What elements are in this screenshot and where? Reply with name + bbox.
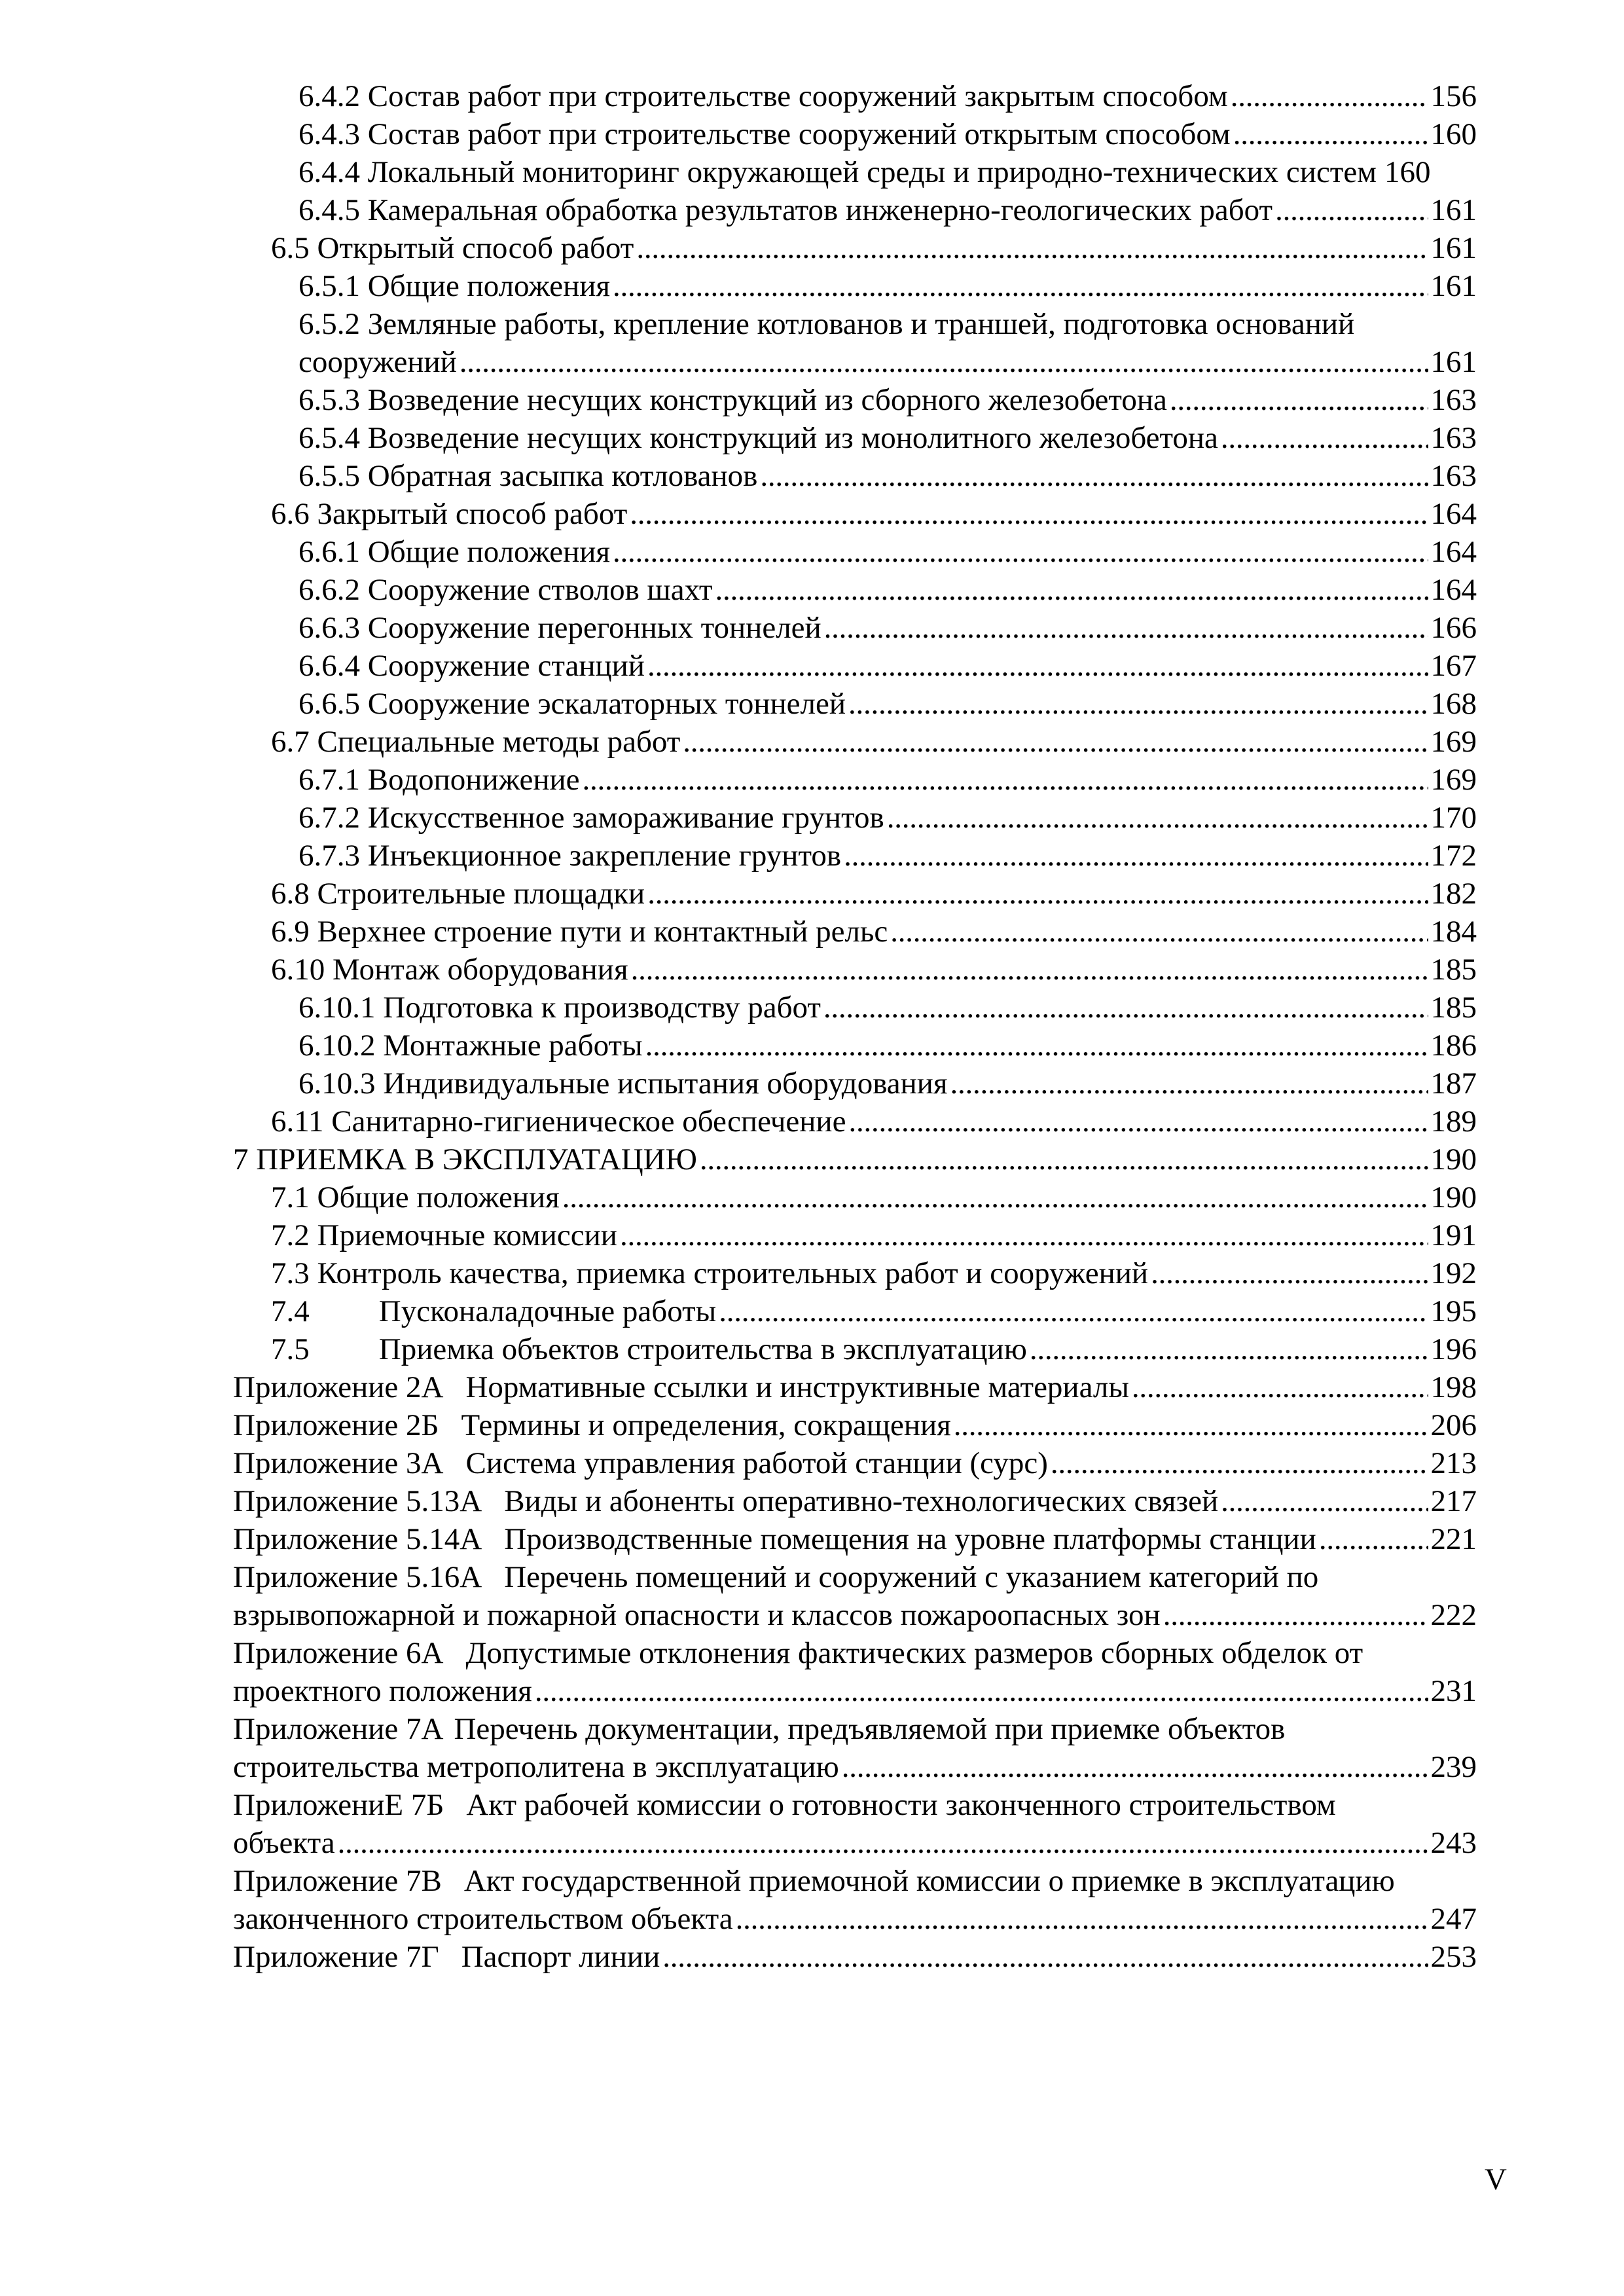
toc-number: 6.6.1 (298, 535, 360, 569)
dot-leader (1221, 419, 1428, 457)
dot-leader (1151, 1254, 1428, 1292)
toc-page: 221 (1430, 1522, 1477, 1556)
dot-leader (760, 457, 1428, 495)
toc-page: 190 (1430, 1142, 1477, 1176)
toc-title: Состав работ при строительстве сооружений закрытым способом (367, 79, 1228, 113)
toc-number: 6.11 (271, 1104, 324, 1139)
toc-entry-appendix-5-14a[interactable] (233, 1520, 1477, 1558)
toc-entry-6-5-1[interactable] (233, 267, 1477, 305)
dot-leader (683, 723, 1428, 761)
dot-leader (636, 229, 1428, 267)
dot-leader (631, 951, 1428, 989)
dot-leader (824, 609, 1428, 647)
dot-leader (630, 495, 1428, 533)
toc-number: 6.5.4 (298, 421, 360, 455)
toc-title: Водопонижение (367, 763, 580, 797)
toc-number: 6.7.2 (298, 801, 360, 835)
toc-title: Искусственное замораживание грунтов (367, 801, 884, 835)
toc-number: 6.6.3 (298, 611, 360, 645)
toc-number: 6.7.1 (298, 763, 360, 797)
toc-number: Приложение 5.14А (233, 1522, 482, 1556)
toc-title: Виды и абоненты оперативно-технологических связей (504, 1484, 1219, 1518)
toc-title: Открытый способ работ (317, 231, 634, 265)
toc-title: Паспорт линии (461, 1940, 660, 1974)
toc-title-line1: Допустимые отклонения фактических размеров сборных обделок от (465, 1636, 1363, 1670)
toc-number: 6.6.2 (298, 573, 360, 607)
toc-entry-6-6-2[interactable] (233, 571, 1477, 609)
toc-number: 6.5.3 (298, 383, 360, 417)
toc-number: 6.5.2 (298, 307, 360, 341)
dot-leader (887, 799, 1428, 837)
toc-number: Приложение 2А (233, 1370, 444, 1404)
toc-number: 6.10 (271, 953, 325, 987)
toc-page: 164 (1430, 573, 1477, 607)
toc-entry-7-2[interactable] (233, 1216, 1477, 1254)
toc-page: 239 (1430, 1750, 1477, 1784)
dot-leader (1233, 115, 1428, 153)
toc-entry-6-10-1[interactable] (233, 989, 1477, 1027)
dot-leader (620, 1216, 1428, 1254)
toc-entry-6-5-4[interactable] (233, 419, 1477, 457)
dot-leader (583, 761, 1428, 799)
dot-leader (736, 1900, 1428, 1938)
toc-title: Камеральная обработка результатов инженерно-геологических работ (367, 193, 1273, 227)
toc-title: Индивидуальные испытания оборудования (383, 1066, 948, 1101)
toc-entry-6-9[interactable] (233, 913, 1477, 951)
dot-leader (844, 837, 1428, 875)
toc-entry-appendix-6a[interactable] (233, 1634, 1477, 1710)
dot-leader (1170, 381, 1428, 419)
toc-title-line1: Земляные работы, крепление котлованов и траншей, подготовка оснований (367, 307, 1355, 341)
toc-title: Специальные методы работ (317, 725, 681, 759)
toc-page: 172 (1430, 839, 1477, 873)
toc-title: Инъекционное закрепление грунтов (367, 839, 842, 873)
toc-entry-appendix-3a[interactable] (233, 1444, 1477, 1482)
toc-entry-6-6-4[interactable] (233, 647, 1477, 685)
toc-number: 7.5 (271, 1332, 310, 1366)
dot-leader (613, 267, 1428, 305)
toc-title: Сооружение стволов шахт (367, 573, 713, 607)
toc-page: 222 (1430, 1598, 1477, 1632)
dot-leader (647, 875, 1428, 913)
toc-number: 6.4.5 (298, 193, 360, 227)
toc-number: 7.4 (271, 1294, 310, 1328)
toc-page: 161 (1430, 193, 1477, 227)
toc-number: Приложение 6А (233, 1636, 444, 1670)
dot-leader (647, 647, 1428, 685)
toc-page: 247 (1430, 1902, 1477, 1936)
toc-number: 7.2 (271, 1218, 310, 1252)
toc-entry-appendix-7v[interactable] (233, 1862, 1477, 1938)
toc-entry-6-11[interactable] (233, 1102, 1477, 1140)
toc-entry-appendix-5-16a[interactable] (233, 1558, 1477, 1634)
toc-number: 6.4.3 (298, 117, 360, 151)
toc-page: 186 (1430, 1029, 1477, 1063)
toc-entry-7-1[interactable] (233, 1178, 1477, 1216)
toc-entry-7-5[interactable] (233, 1330, 1477, 1368)
toc-page: 253 (1430, 1940, 1477, 1974)
toc-page: 160 (1384, 155, 1431, 189)
toc-entry-6-7-2[interactable] (233, 799, 1477, 837)
toc-title: Сооружение перегонных тоннелей (367, 611, 821, 645)
toc-title: Монтаж оборудования (333, 953, 628, 987)
dot-leader (1030, 1330, 1428, 1368)
toc-page: 182 (1430, 877, 1477, 911)
dot-leader (848, 685, 1428, 723)
toc-number: 6.10.3 (298, 1066, 376, 1101)
dot-leader (823, 989, 1428, 1027)
toc-title-line1: Акт государственной приемочной комиссии о приемке в эксплуатацию (463, 1864, 1395, 1898)
toc-entry-6-10-2[interactable] (233, 1027, 1477, 1065)
toc-title: Локальный мониторинг окружающей среды и природно-технических систем (367, 155, 1377, 189)
toc-title: Приемочные комиссии (317, 1218, 617, 1252)
toc-title: ПРИЕМКА В ЭКСПЛУАТАЦИЮ (256, 1142, 697, 1176)
toc-entry-appendix-5-13a[interactable] (233, 1482, 1477, 1520)
toc-page: 164 (1430, 497, 1477, 531)
toc-title: Подготовка к производству работ (383, 991, 821, 1025)
dot-leader (719, 1292, 1428, 1330)
toc-number: 7 (233, 1142, 249, 1176)
toc-entry-6-8[interactable] (233, 875, 1477, 913)
toc-title: Сооружение эскалаторных тоннелей (367, 687, 846, 721)
toc-title: Монтажные работы (383, 1029, 643, 1063)
toc-page: 156 (1430, 79, 1477, 113)
dot-leader (848, 1102, 1428, 1140)
dot-leader (1319, 1520, 1428, 1558)
toc-title-line1: Акт рабочей комиссии о готовности законченного строительством (466, 1788, 1336, 1822)
toc-entry-6-4-4[interactable] (233, 153, 1477, 191)
toc-title: Возведение несущих конструкций из сборного железобетона (367, 383, 1167, 417)
toc-page: 164 (1430, 535, 1477, 569)
toc-entry-6-5-2[interactable] (233, 305, 1477, 381)
toc-title: взрывопожарной и пожарной опасности и классов пожароопасных зон (233, 1598, 1161, 1632)
toc-title: строительства метрополитена в эксплуатацию (233, 1750, 839, 1784)
toc-page: 168 (1430, 687, 1477, 721)
toc-number: 6.4.2 (298, 79, 360, 113)
toc-title: Строительные площадки (317, 877, 645, 911)
toc-title: Общие положения (367, 269, 611, 303)
toc-title: объекта (233, 1826, 335, 1860)
toc-number: Приложение 7Г (233, 1940, 439, 1974)
toc-number: Приложение 7В (233, 1864, 442, 1898)
toc-entry-6-4-5[interactable] (233, 191, 1477, 229)
dot-leader (950, 1065, 1428, 1102)
toc-entry-6-10-3[interactable] (233, 1065, 1477, 1102)
toc-page: 195 (1430, 1294, 1477, 1328)
dot-leader (1231, 77, 1428, 115)
toc-number: 6.7.3 (298, 839, 360, 873)
toc-title: Общие положения (317, 1180, 560, 1214)
toc-title: Обратная засыпка котлованов (367, 459, 758, 493)
toc-page: 169 (1430, 763, 1477, 797)
toc-entry-appendix-7a[interactable] (233, 1710, 1477, 1786)
toc-title: Общие положения (367, 535, 611, 569)
toc-number: 6.5.5 (298, 459, 360, 493)
toc-title: Возведение несущих конструкций из монолитного железобетона (367, 421, 1218, 455)
toc-title-line1: Перечень документации, предъявляемой при приемке объектов (454, 1712, 1286, 1746)
toc-title: Санитарно-гигиеническое обеспечение (331, 1104, 846, 1139)
toc-page: 243 (1430, 1826, 1477, 1860)
toc-entry-6-5[interactable] (233, 229, 1477, 267)
toc-entry-7-3[interactable] (233, 1254, 1477, 1292)
dot-leader (890, 913, 1428, 951)
toc-page: 163 (1430, 421, 1477, 455)
toc-number: 6.5.1 (298, 269, 360, 303)
toc-entry-6-10[interactable] (233, 951, 1477, 989)
dot-leader (562, 1178, 1428, 1216)
toc-title: Нормативные ссылки и инструктивные материалы (465, 1370, 1129, 1404)
toc-number: 7.1 (271, 1180, 310, 1214)
toc-title: законченного строительством объекта (233, 1902, 733, 1936)
toc-page: 160 (1430, 117, 1477, 151)
toc-entry-appendix-2a[interactable] (233, 1368, 1477, 1406)
dot-leader (338, 1824, 1428, 1862)
table-of-contents (233, 77, 1477, 1976)
dot-leader (1051, 1444, 1428, 1482)
toc-page: 161 (1430, 231, 1477, 265)
toc-page: 192 (1430, 1256, 1477, 1290)
toc-page: 196 (1430, 1332, 1477, 1366)
toc-number: Приложение 5.16А (233, 1560, 482, 1594)
dot-leader (700, 1140, 1428, 1178)
dot-leader (715, 571, 1428, 609)
toc-title: Сооружение станций (367, 649, 645, 683)
toc-page: 213 (1430, 1446, 1477, 1480)
toc-title: Пусконаладочные работы (378, 1294, 717, 1328)
dot-leader (1132, 1368, 1428, 1406)
dot-leader (662, 1938, 1428, 1976)
toc-page: 191 (1430, 1218, 1477, 1252)
toc-entry-6-6-1[interactable] (233, 533, 1477, 571)
toc-number: 6.8 (271, 877, 310, 911)
toc-page: 161 (1430, 269, 1477, 303)
toc-page: 163 (1430, 383, 1477, 417)
toc-title: Приемка объектов строительства в эксплуатацию (378, 1332, 1027, 1366)
dot-leader (460, 343, 1428, 381)
toc-entry-6-6[interactable] (233, 495, 1477, 533)
toc-title: Закрытый способ работ (317, 497, 628, 531)
toc-entry-7[interactable] (233, 1140, 1477, 1178)
toc-entry-6-5-5[interactable] (233, 457, 1477, 495)
toc-entry-6-7[interactable] (233, 723, 1477, 761)
toc-number: Приложение 7А (233, 1712, 444, 1746)
toc-number: 6.6.5 (298, 687, 360, 721)
toc-page: 163 (1430, 459, 1477, 493)
toc-number: 6.7 (271, 725, 310, 759)
toc-number: 6.9 (271, 915, 310, 949)
toc-number: Приложение 5.13А (233, 1484, 482, 1518)
toc-number: Приложение 2Б (233, 1408, 439, 1442)
toc-number: 7.3 (271, 1256, 310, 1290)
toc-entry-6-7-1[interactable] (233, 761, 1477, 799)
toc-page: 217 (1430, 1484, 1477, 1518)
dot-leader (535, 1672, 1428, 1710)
toc-page: 185 (1430, 991, 1477, 1025)
toc-page: 190 (1430, 1180, 1477, 1214)
toc-page: 169 (1430, 725, 1477, 759)
dot-leader (1221, 1482, 1428, 1520)
toc-page: 170 (1430, 801, 1477, 835)
toc-title-line1: Перечень помещений и сооружений с указанием категорий по (504, 1560, 1319, 1594)
toc-title: Термины и определения, сокращения (461, 1408, 951, 1442)
toc-page: 187 (1430, 1066, 1477, 1101)
toc-page: 189 (1430, 1104, 1477, 1139)
toc-number: 6.10.2 (298, 1029, 376, 1063)
dot-leader (645, 1027, 1428, 1065)
toc-page: 161 (1430, 345, 1477, 379)
toc-entry-6-4-2[interactable] (233, 77, 1477, 115)
toc-title: Система управления работой станции (сурс) (465, 1446, 1048, 1480)
toc-entry-6-7-3[interactable] (233, 837, 1477, 875)
dot-leader (954, 1406, 1428, 1444)
toc-number: 6.5 (271, 231, 310, 265)
toc-page: 231 (1430, 1674, 1477, 1708)
toc-entry-appendix-7g[interactable] (233, 1938, 1477, 1976)
toc-title: сооружений (298, 345, 457, 379)
toc-number: Приложение 3А (233, 1446, 444, 1480)
toc-page: 166 (1430, 611, 1477, 645)
toc-entry-appendix-7b[interactable] (233, 1786, 1477, 1862)
toc-title: проектного положения (233, 1674, 532, 1708)
toc-page: 167 (1430, 649, 1477, 683)
toc-page: 184 (1430, 915, 1477, 949)
toc-entry-6-5-3[interactable] (233, 381, 1477, 419)
toc-entry-6-4-3[interactable] (233, 115, 1477, 153)
toc-entry-7-4[interactable] (233, 1292, 1477, 1330)
dot-leader (613, 533, 1428, 571)
toc-number: 6.10.1 (298, 991, 376, 1025)
toc-title: Состав работ при строительстве сооружений открытым способом (367, 117, 1231, 151)
toc-page: 185 (1430, 953, 1477, 987)
toc-title: Верхнее строение пути и контактный рельс (317, 915, 888, 949)
dot-leader (842, 1748, 1428, 1786)
dot-leader (1275, 191, 1428, 229)
toc-number: 6.6 (271, 497, 310, 531)
dot-leader (1163, 1596, 1428, 1634)
toc-number: 6.6.4 (298, 649, 360, 683)
toc-page: 198 (1430, 1370, 1477, 1404)
toc-title: Контроль качества, приемка строительных работ и сооружений (317, 1256, 1149, 1290)
page-number: V (1485, 2162, 1507, 2196)
toc-entry-6-6-3[interactable] (233, 609, 1477, 647)
toc-entry-6-6-5[interactable] (233, 685, 1477, 723)
toc-title: Производственные помещения на уровне платформы станции (504, 1522, 1316, 1556)
toc-number: 6.4.4 (298, 155, 360, 189)
toc-number: ПриложениЕ 7Б (233, 1788, 444, 1822)
toc-page: 206 (1430, 1408, 1477, 1442)
toc-entry-appendix-2b[interactable] (233, 1406, 1477, 1444)
